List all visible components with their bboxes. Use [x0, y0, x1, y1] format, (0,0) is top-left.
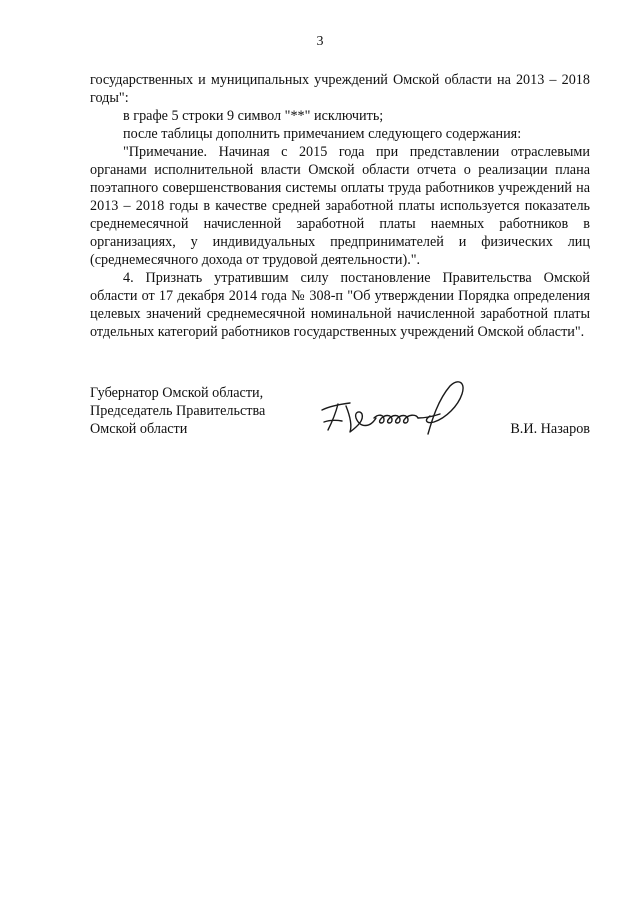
signatory-name: В.И. Назаров	[510, 421, 590, 437]
signature-block	[90, 384, 590, 454]
handwritten-signature	[316, 376, 476, 440]
paragraph-add-note: после таблицы дополнить примечанием следующего содержания:	[123, 126, 522, 142]
paragraph-item-4: 4. Признать утратившим силу постановление Правительства Омской области от 17 декабря 2014 года № 308-п "Об утверждении Порядка определения целевых значений среднемесячной номинальной начисленной заработной платы отдельных категорий работников государственных учреждений Омской области".	[90, 270, 590, 340]
signatory-title-line: Председатель Правительства	[90, 403, 266, 419]
page-number: 3	[316, 34, 324, 49]
paragraph-note-text: "Примечание. Начиная с 2015 года при представлении отраслевыми органами исполнительной власти Омской области отчета о реализации плана поэтапного совершенствования системы оплаты труда работников учреждений на 2013 – 2018 годы в качестве средней заработной платы используется показатель среднемесячной начисленной заработной платы наемных работников в организациях, у индивидуальных предпринимателей и физических лиц (среднемесячного дохода от трудовой деятельности).".	[90, 144, 590, 268]
signatory-title-line: Губернатор Омской области,	[90, 385, 264, 401]
signatory-titles	[90, 384, 265, 438]
paragraph-continuation: государственных и муниципальных учреждений Омской области на 2013 – 2018 годы":	[90, 72, 590, 106]
paragraph-column-edit: в графе 5 строки 9 символ "**" исключить;	[123, 108, 384, 124]
signatory-title-line: Омской области	[90, 421, 188, 437]
document-body	[90, 71, 590, 341]
